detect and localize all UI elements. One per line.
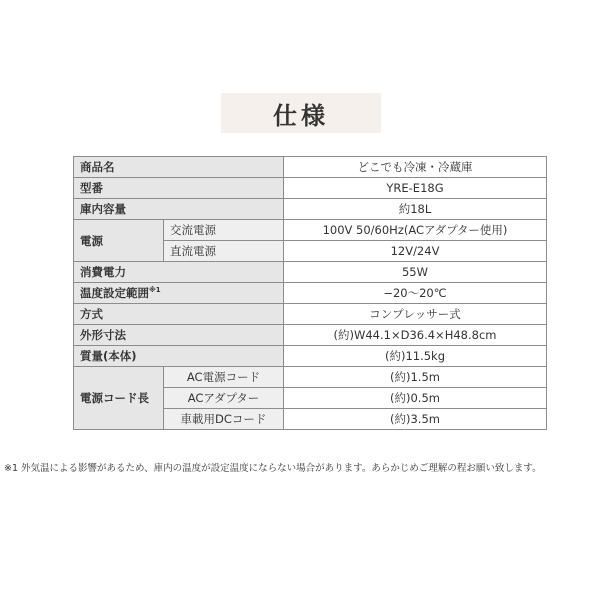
row-value: 約18L [284,199,547,220]
row-value: (約)11.5kg [284,346,547,367]
table-row [74,262,547,283]
sub-label: AC電源コード [164,367,284,388]
table-row [74,346,547,367]
row-label: 商品名 [74,157,284,178]
row-label: 方式 [74,304,284,325]
table-row [74,325,547,346]
table-row [74,304,547,325]
row-value: YRE-E18G [284,178,547,199]
row-label: 電源 [74,220,164,262]
table-row [74,157,547,178]
sub-label: 直流電源 [164,241,284,262]
row-label: 消費電力 [74,262,284,283]
row-label: 温度設定範囲 [80,286,149,300]
row-value: −20〜20℃ [284,283,547,304]
table-row [74,178,547,199]
row-value: (約)1.5m [284,367,547,388]
row-label: 型番 [74,178,284,199]
row-value: 55W [284,262,547,283]
table-row [74,367,547,388]
row-value: どこでも冷凍・冷蔵庫 [284,157,547,178]
table-row [74,283,547,304]
footnote: ※1 外気温による影響があるため、庫内の温度が設定温度にならない場合があります。あらかじめご理解の程お願い致します。 [4,463,542,474]
row-label-temperature [74,283,284,304]
row-label: 庫内容量 [74,199,284,220]
row-label: 電源コード長 [74,367,164,430]
sub-label: 交流電源 [164,220,284,241]
row-value: (約)3.5m [284,409,547,430]
table-row [74,220,547,241]
table-row [74,199,547,220]
row-value: (約)0.5m [284,388,547,409]
title-box [221,93,381,133]
row-label: 質量(本体) [74,346,284,367]
row-value: 12V/24V [284,241,547,262]
spec-table [73,156,547,430]
row-label: 外形寸法 [74,325,284,346]
row-value: 100V 50/60Hz(ACアダプター使用) [284,220,547,241]
sub-label: ACアダプター [164,388,284,409]
row-value: (約)W44.1×D36.4×H48.8cm [284,325,547,346]
row-value: コンプレッサー式 [284,304,547,325]
page-title: 仕様 [273,101,329,130]
footnote-mark: ※1 [149,286,161,295]
sub-label: 車載用DCコード [164,409,284,430]
